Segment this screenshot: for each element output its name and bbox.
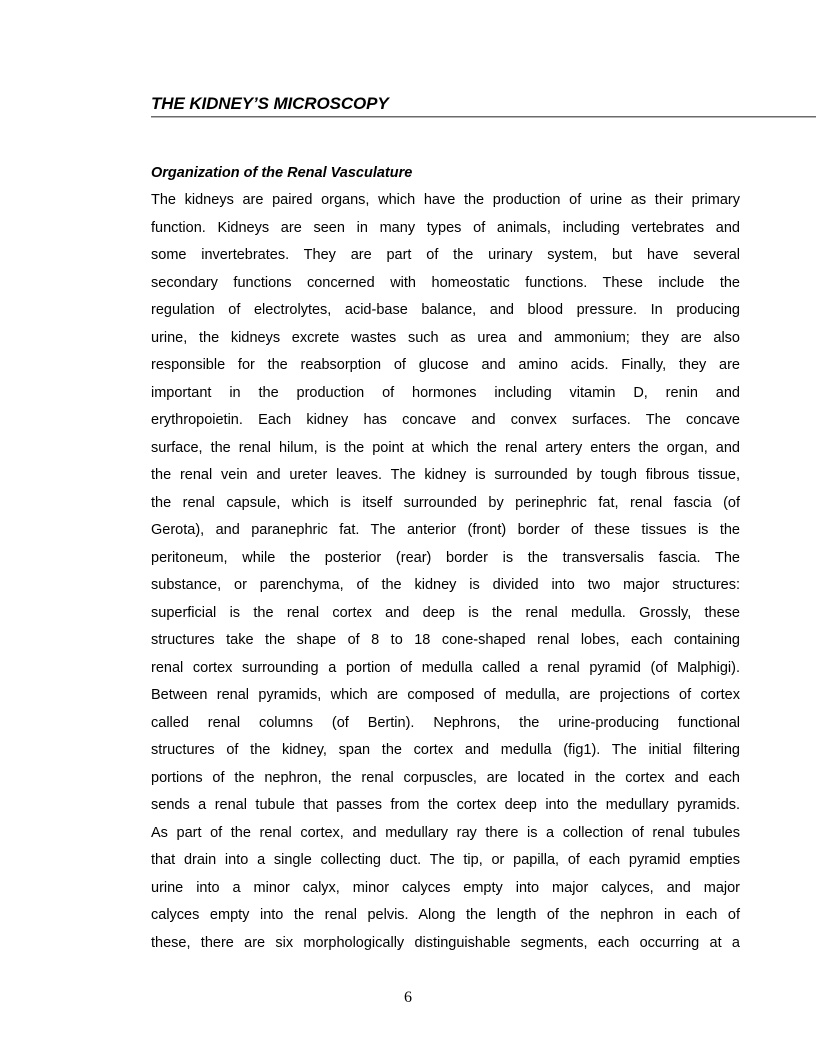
body-line: these, there are six morphologically distinguishable segments, each occurring at a	[151, 934, 740, 951]
body-line: surface, the renal hilum, is the point at which the renal artery enters the organ, and	[151, 439, 740, 456]
body-line: some invertebrates. They are part of the urinary system, but have several	[151, 247, 740, 263]
body-line: Gerota), and paranephric fat. The anterior (front) border of these tissues is the	[151, 522, 740, 538]
body-line: sends a renal tubule that passes from the cortex deep into the medullary pyramids.	[151, 797, 740, 813]
body-line: the renal vein and ureter leaves. The kidney is surrounded by tough fibrous tissue,	[151, 467, 740, 483]
body-paragraph	[151, 187, 740, 957]
body-line: Between renal pyramids, which are composed of medulla, are projections of cortex	[151, 687, 740, 703]
body-line: the renal capsule, which is itself surrounded by perinephric fat, renal fascia (of	[151, 494, 740, 511]
page-number-text: 6	[404, 989, 412, 1006]
body-line: erythropoietin. Each kidney has concave and convex surfaces. The concave	[151, 412, 740, 428]
body-line: responsible for the reabsorption of glucose and amino acids. Finally, they are	[151, 357, 740, 373]
body-line: renal cortex surrounding a portion of medulla called a renal pyramid (of Malphigi).	[151, 659, 740, 676]
body-line: portions of the nephron, the renal corpuscles, are located in the cortex and each	[151, 769, 740, 786]
title-underline-rule	[151, 116, 816, 118]
body-line: superficial is the renal cortex and deep is the renal medulla. Grossly, these	[151, 604, 740, 621]
page-number	[0, 988, 816, 1008]
body-line: As part of the renal cortex, and medullary ray there is a collection of renal tubules	[151, 824, 740, 841]
body-line: function. Kidneys are seen in many types of animals, including vertebrates and	[151, 219, 740, 236]
body-line: structures of the kidney, span the cortex and medulla (fig1). The initial filtering	[151, 742, 740, 758]
body-line: important in the production of hormones including vitamin D, renin and	[151, 384, 740, 401]
body-line: secondary functions concerned with homeostatic functions. These include the	[151, 274, 740, 291]
body-line: called renal columns (of Bertin). Nephrons, the urine-producing functional	[151, 714, 740, 731]
body-line: structures take the shape of 8 to 18 cone-shaped renal lobes, each containing	[151, 632, 740, 648]
body-line: urine, the kidneys excrete wastes such as urea and ammonium; they are also	[151, 329, 740, 346]
body-line: peritoneum, while the posterior (rear) border is the transversalis fascia. The	[151, 549, 740, 566]
section-heading: Organization of the Renal Vasculature	[151, 165, 413, 181]
body-line: substance, or parenchyma, of the kidney is divided into two major structures:	[151, 577, 740, 593]
body-line: regulation of electrolytes, acid-base balance, and blood pressure. In producing	[151, 302, 740, 318]
body-line: urine into a minor calyx, minor calyces empty into major calyces, and major	[151, 879, 740, 896]
chapter-title: THE KIDNEY’S MICROSCOPY	[151, 94, 389, 113]
body-line: that drain into a single collecting duct. The tip, or papilla, of each pyramid empties	[151, 852, 740, 868]
body-line: calyces empty into the renal pelvis. Along the length of the nephron in each of	[151, 907, 740, 923]
body-line: The kidneys are paired organs, which have the production of urine as their primary	[151, 192, 740, 208]
